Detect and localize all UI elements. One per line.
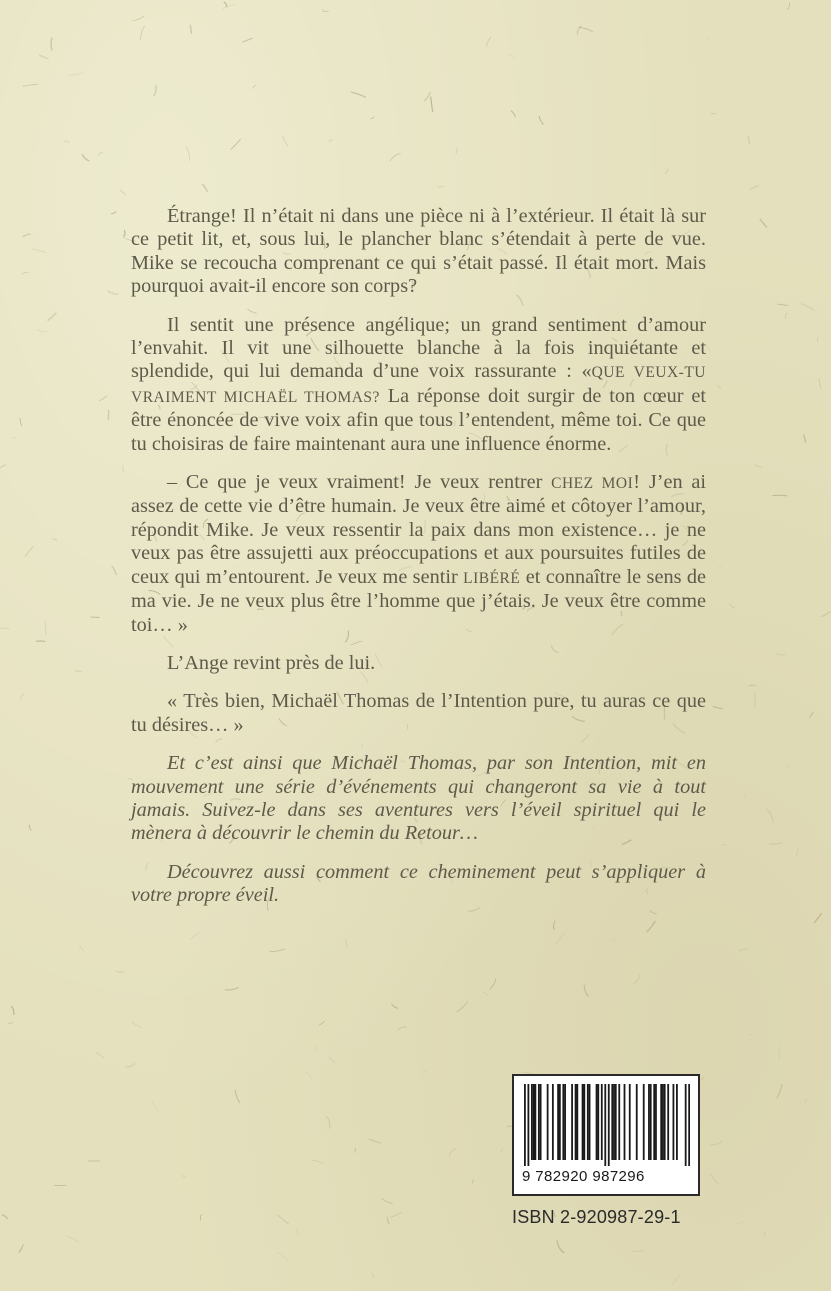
paper-fiber — [382, 1198, 393, 1203]
paper-fiber — [814, 913, 822, 923]
barcode-bar — [552, 1084, 554, 1160]
barcode-bar — [667, 1084, 669, 1160]
paper-fiber — [242, 38, 253, 42]
paper-fiber — [108, 291, 119, 294]
barcode-bar — [629, 1084, 631, 1160]
paper-fiber — [278, 1253, 288, 1262]
barcode-bar — [688, 1084, 690, 1166]
paper-fiber — [809, 712, 813, 718]
paper-fiber — [67, 1236, 80, 1242]
barcode-bar — [597, 1084, 599, 1160]
paper-fiber — [19, 1244, 23, 1252]
paper-fiber — [786, 764, 788, 769]
barcode-bar — [624, 1084, 626, 1160]
paper-fiber — [326, 1117, 330, 1129]
barcode-bar — [611, 1084, 613, 1160]
paper-fiber — [315, 1046, 316, 1051]
paper-fiber — [776, 653, 785, 655]
barcode-bar — [582, 1084, 584, 1160]
paper-fiber — [283, 135, 288, 146]
paper-fiber — [539, 116, 543, 125]
paper-fiber — [319, 1021, 325, 1025]
paper-fiber — [39, 55, 48, 59]
paper-fiber — [785, 313, 787, 319]
paper-fiber — [45, 621, 46, 635]
paper-fiber — [584, 985, 589, 997]
paper-fiber — [51, 38, 52, 51]
paper-fiber — [190, 25, 191, 34]
paper-fiber — [312, 1160, 324, 1164]
paper-fiber — [304, 1072, 311, 1080]
paper-fiber — [23, 234, 31, 237]
paper-fiber — [438, 186, 445, 187]
paper-fiber — [108, 410, 109, 420]
paper-fiber — [112, 566, 117, 575]
barcode-bar — [575, 1084, 577, 1160]
paper-fiber — [748, 135, 750, 144]
paper-fiber — [20, 418, 22, 426]
paper-fiber — [387, 1217, 389, 1225]
paragraph-5: « Très bien, Michaël Thomas de l’Intention pure, tu auras ce que tu désires… » — [131, 690, 706, 736]
paper-fiber — [8, 1022, 12, 1024]
barcode-bar — [662, 1084, 664, 1160]
paper-fiber — [711, 1174, 719, 1184]
paper-fiber — [557, 1240, 564, 1253]
paper-fiber — [200, 1215, 202, 1221]
paper-fiber — [235, 1090, 240, 1103]
paper-fiber — [490, 979, 496, 990]
paper-fiber — [25, 546, 34, 556]
barcode-bar — [613, 1084, 615, 1160]
paragraph-4: L’Ange revint près de lui. — [167, 651, 376, 674]
paper-fiber — [431, 97, 433, 112]
paper-fiber — [125, 1063, 135, 1067]
paper-fiber — [717, 385, 721, 389]
paper-fiber — [32, 249, 46, 253]
paper-fiber — [754, 465, 762, 468]
paper-fiber — [351, 92, 366, 97]
barcode-bars — [524, 1084, 690, 1166]
paper-fiber — [0, 465, 6, 469]
paper-fiber — [22, 272, 29, 274]
paper-fiber — [797, 847, 799, 856]
small-caps-libere: LIBÉRÉ — [463, 569, 521, 587]
barcode-digits: 9 782920 987296 — [522, 1168, 645, 1185]
barcode-bar — [618, 1084, 620, 1160]
paper-fiber — [769, 843, 782, 845]
paper-fiber — [390, 1212, 402, 1217]
small-caps-chez-moi: CHEZ MOI — [551, 475, 634, 493]
paper-fiber — [253, 85, 256, 88]
paper-fiber — [223, 5, 235, 10]
paper-fiber — [611, 938, 617, 942]
paper-fiber — [748, 1034, 753, 1035]
barcode-bar — [576, 1084, 578, 1160]
paper-fiber — [633, 975, 640, 985]
barcode-bar — [664, 1084, 666, 1160]
paper-fiber — [100, 396, 108, 401]
paper-fiber — [487, 37, 491, 47]
paper-fiber — [801, 304, 815, 310]
paragraph-7-italic: Découvrez aussi comment ce cheminement peut s’appliquer à votre propre éveil. — [131, 860, 706, 907]
paper-fiber — [20, 693, 24, 699]
paper-fiber — [190, 933, 199, 940]
paper-fiber — [750, 185, 759, 189]
paper-fiber — [11, 1006, 14, 1015]
paper-fiber — [0, 628, 10, 629]
paper-fiber — [665, 169, 668, 174]
paper-fiber — [449, 1149, 455, 1156]
paper-fiber — [202, 184, 207, 192]
paper-fiber — [391, 1004, 398, 1009]
paper-fiber — [140, 26, 144, 40]
barcode-bar — [643, 1084, 645, 1160]
paper-fiber — [766, 809, 773, 823]
barcode-bar — [655, 1084, 657, 1160]
paper-fiber — [79, 946, 83, 950]
paper-fiber — [75, 671, 82, 672]
paper-fiber — [786, 2, 789, 9]
barcode-bar — [604, 1084, 606, 1166]
barcode-bar — [540, 1084, 542, 1160]
barcode-bar — [676, 1084, 678, 1160]
paper-fiber — [779, 1046, 781, 1059]
paper-fiber — [713, 706, 723, 708]
paper-fiber — [91, 617, 100, 618]
paper-fiber — [23, 84, 38, 86]
paper-fiber — [577, 26, 581, 35]
paper-fiber — [743, 794, 746, 799]
barcode-bar — [534, 1084, 536, 1160]
paragraph-3: – Ce que je veux vraiment! Je veux rentrer CHEZ MOI! J’en ai assez de cette vie d’être humain. Je veux être aimé et côtoyer l’amour, répondit Mike. Je veux ressentir la paix dans mon existence… je ne veux pas être assujetti aux préoccupations et aux poursuites futiles de ceux qui m’entourent. Je veux me sentir LIBÉRÉ et connaître le sens de ma vie. Je ne veux plus être l’homme que j’étais. Je veux être comme toi… » — [131, 471, 707, 636]
barcode-bar — [608, 1084, 610, 1166]
paper-fiber — [329, 1057, 336, 1063]
paper-fiber — [472, 1179, 474, 1183]
paper-fiber — [152, 1101, 159, 1111]
paper-fiber — [11, 438, 17, 439]
paper-fiber — [224, 2, 227, 7]
barcode-bar — [615, 1084, 617, 1160]
paper-fiber — [633, 1250, 644, 1252]
barcode-bar — [533, 1084, 535, 1160]
paper-fiber — [372, 1273, 374, 1279]
barcode-bar — [587, 1084, 589, 1160]
barcode-bar — [564, 1084, 566, 1160]
paper-fiber — [225, 987, 239, 990]
paper-fiber — [718, 566, 722, 569]
paper-fiber — [805, 1100, 807, 1104]
paper-fiber — [509, 55, 514, 59]
paper-fiber — [737, 1221, 745, 1224]
barcode-bar — [589, 1084, 591, 1160]
barcode-bar — [601, 1084, 603, 1160]
paper-fiber — [111, 211, 116, 214]
paper-fiber — [729, 604, 734, 608]
barcode-bar — [531, 1084, 533, 1160]
paper-fiber — [500, 1147, 503, 1153]
barcode-bar — [547, 1084, 549, 1160]
barcode-bar — [648, 1084, 650, 1160]
barcode-bar — [653, 1084, 655, 1160]
paper-fiber — [369, 1139, 381, 1143]
paper-fiber — [132, 1022, 141, 1028]
paper-fiber — [749, 685, 756, 687]
paper-fiber — [722, 844, 726, 845]
paper-fiber — [29, 825, 31, 830]
barcode-bar — [524, 1084, 526, 1166]
paper-fiber — [231, 139, 241, 150]
paper-fiber — [760, 219, 767, 228]
paper-fiber — [424, 92, 430, 101]
paper-fiber — [817, 337, 818, 342]
barcode-bar — [673, 1084, 675, 1160]
paper-fiber — [819, 379, 821, 389]
paper-fiber — [123, 230, 125, 236]
paper-fiber — [82, 154, 89, 161]
barcode-bar — [538, 1084, 540, 1160]
paper-fiber — [579, 28, 593, 32]
paper-fiber — [296, 1228, 299, 1236]
paper-fiber — [456, 1001, 467, 1012]
barcode-bar — [596, 1084, 598, 1160]
paper-fiber — [37, 330, 47, 332]
barcode-bar — [562, 1084, 564, 1160]
barcode-bar — [650, 1084, 652, 1160]
barcode-bar — [636, 1084, 638, 1160]
paper-fiber — [278, 1215, 289, 1224]
paper-fiber — [706, 39, 710, 41]
paper-fiber — [116, 971, 124, 973]
paper-fiber — [36, 641, 45, 642]
paper-fiber — [48, 313, 57, 321]
paper-fiber — [132, 16, 145, 21]
paper-fiber — [777, 1084, 782, 1098]
paper-fiber — [422, 1070, 428, 1072]
paper-fiber — [123, 465, 124, 472]
paper-fiber — [511, 111, 516, 118]
paper-fiber — [772, 495, 787, 496]
barcode-panel — [512, 1074, 700, 1196]
paper-fiber — [269, 949, 285, 952]
paper-fiber — [710, 1141, 722, 1145]
paper-fiber — [483, 992, 489, 996]
paper-fiber — [777, 304, 788, 306]
barcode-bar — [571, 1084, 573, 1160]
paper-fiber — [52, 539, 57, 542]
barcode-bar — [685, 1084, 687, 1166]
barcode-bar — [527, 1084, 529, 1166]
paper-fiber — [764, 1231, 765, 1236]
small-caps-question: QUE VEUX-TU VRAIMENT MICHAËL THOMAS? — [131, 364, 706, 406]
barcode-bar — [660, 1084, 662, 1160]
paper-fiber — [370, 116, 374, 118]
paper-fiber — [738, 949, 747, 951]
paper-fiber — [120, 190, 126, 195]
paper-fiber — [323, 9, 329, 11]
paper-fiber — [96, 1052, 105, 1058]
paper-fiber — [556, 933, 565, 945]
paper-fiber — [186, 147, 190, 162]
paper-fiber — [346, 939, 347, 948]
paper-fiber — [182, 1175, 186, 1177]
isbn-label: ISBN 2-920987-29-1 — [512, 1207, 681, 1227]
paragraph-2: Il sentit une présence angélique; un grand sentiment d’amour l’envahit. Il vit une silhouette blanche à la fois inquiétante et splendide, qui lui demanda d’une voix rassurante : «QUE VEUX-TU VRAIMENT MICHAËL THOMAS? La réponse doit surgir de ton cœur et être énoncée de vive voix afin que tous l’entendent, même toi. Ce que tu choisiras de faire maintenant aura une influence énorme. — [131, 313, 707, 455]
blurb-text — [131, 205, 706, 923]
paper-fiber — [98, 152, 103, 156]
barcode-bar — [557, 1084, 559, 1160]
paper-fiber — [355, 1148, 356, 1152]
paragraph-6-italic: Et c’est ainsi que Michaël Thomas, par son Intention, mit en mouvement une série d’événements qui changeront sa vie à tout jamais. Suivez-le dans ses aventures vers l’éveil spirituel qui le mènera à découvrir le chemin du Retour… — [131, 752, 706, 845]
barcode-bar — [559, 1084, 561, 1160]
paper-fiber — [456, 148, 458, 154]
paper-fiber — [398, 1027, 407, 1030]
paper-fiber — [69, 73, 83, 76]
paper-fiber — [154, 85, 157, 96]
paper-fiber — [63, 141, 69, 143]
paper-fiber — [822, 609, 831, 617]
paper-fiber — [329, 139, 333, 141]
paper-fiber — [390, 153, 401, 161]
paper-fiber — [88, 1161, 100, 1162]
paper-fiber — [672, 1274, 681, 1284]
paper-fiber — [2, 1215, 8, 1220]
paragraph-1: Étrange! Il n’était ni dans une pièce ni à l’extérieur. Il était là sur ce petit lit, et, sous lui, le plancher blanc s’étendait à perte de vue. Mike se recoucha comprenant ce qui s’était passé. Il était mort. Mais pourquoi avait-il encore son corps? — [131, 205, 706, 298]
barcode-bar — [583, 1084, 585, 1160]
paper-fiber — [804, 435, 806, 443]
